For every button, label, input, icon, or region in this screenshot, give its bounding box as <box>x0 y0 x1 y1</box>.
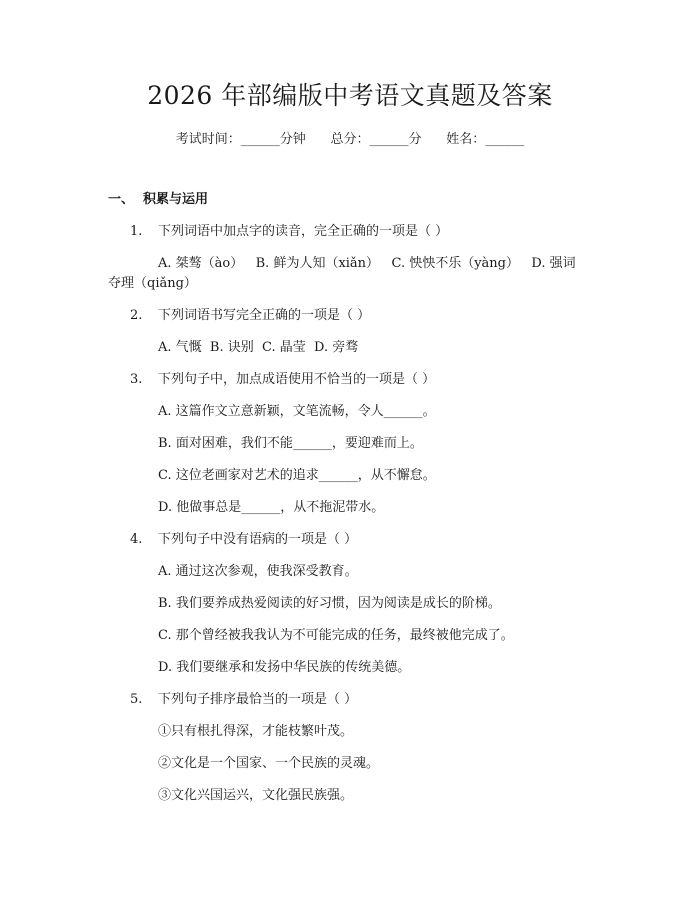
exam-meta-line: 考试时间：______分钟 总分：______分 姓名：______ <box>175 132 525 147</box>
question-option: A. 桀骜（ào） B. 鲜为人知（xiǎn） C. 怏怏不乐（yàng） D. 强词 <box>158 256 576 271</box>
question-text: 下列句子中没有语病的一项是（ ） <box>158 532 358 547</box>
question-text: 下列句子排序最恰当的一项是（ ） <box>158 692 358 707</box>
question-number: 5. <box>130 692 143 707</box>
question-option: A. 气慨 B. 诀别 C. 晶莹 D. 旁骛 <box>158 340 359 355</box>
question-number: 4. <box>130 532 143 547</box>
page-title: 2026 年部编版中考语文真题及答案 <box>147 81 553 110</box>
question-number: 1. <box>130 224 143 239</box>
question-option: D. 他做事总是______，从不拖泥带水。 <box>158 500 385 515</box>
question-option: ①只有根扎得深，才能枝繁叶茂。 <box>158 724 354 739</box>
question-option: D. 我们要继承和发扬中华民族的传统美德。 <box>158 660 411 675</box>
question-option: ③文化兴国运兴，文化强民族强。 <box>158 788 354 803</box>
question-option: A. 这篇作文立意新颖，文笔流畅，令人______。 <box>158 404 436 419</box>
question-number: 2. <box>130 308 143 323</box>
question-option: C. 那个曾经被我我认为不可能完成的任务，最终被他完成了。 <box>158 628 514 643</box>
question-text: 下列词语中加点字的读音，完全正确的一项是（ ） <box>158 224 449 239</box>
question-text: 下列句子中，加点成语使用不恰当的一项是（ ） <box>158 372 436 387</box>
question-option: C. 这位老画家对艺术的追求______，从不懈怠。 <box>158 468 436 483</box>
question-number: 3. <box>130 372 143 387</box>
question-option-continued: 夺理（qiǎng） <box>108 276 197 291</box>
question-option: B. 我们要养成热爱阅读的好习惯，因为阅读是成长的阶梯。 <box>158 596 501 611</box>
question-option: ②文化是一个国家、一个民族的灵魂。 <box>158 756 380 771</box>
question-option: A. 通过这次参观，使我深受教育。 <box>158 564 358 579</box>
section-heading: 一、 积累与运用 <box>108 192 209 207</box>
question-text: 下列词语书写完全正确的一项是（ ） <box>158 308 371 323</box>
question-option: B. 面对困难，我们不能______，要迎难而上。 <box>158 436 423 451</box>
